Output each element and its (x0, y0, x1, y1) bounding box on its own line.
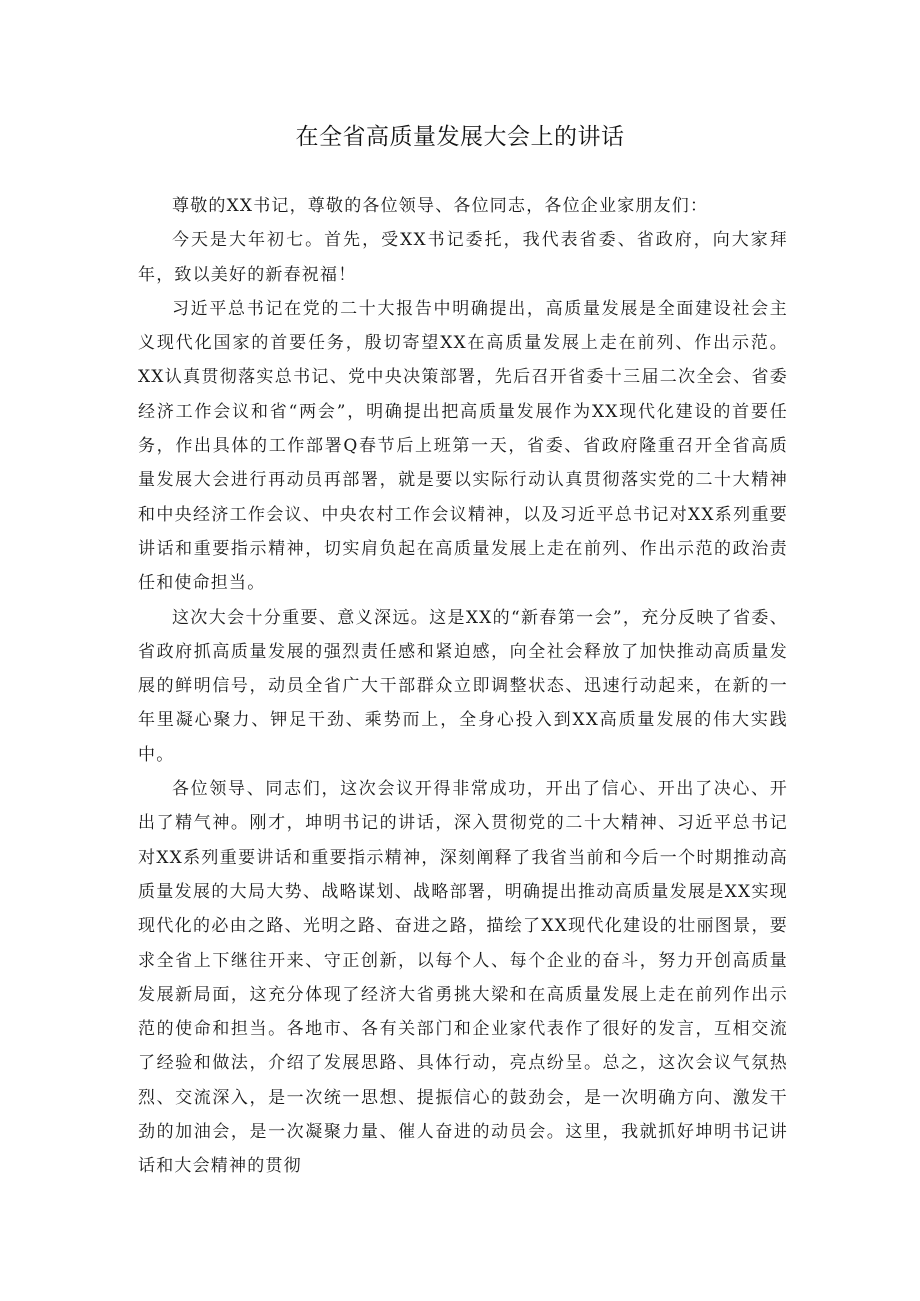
document-title: 在全省高质量发展大会上的讲话 (295, 124, 625, 150)
body-paragraph: 这次大会十分重要、意义深远。这是XX的“新春第一会”，充分反映了省委、省政府抓高质量发展的强烈责任感和紧迫感，向全社会释放了加快推动高质量发展的鲜明信号，动员全省广大干部群众立即调整状态、迅速行动起来，在新的一年里凝心聚力、钾足干劲、乘势而上，全身心投入到XX高质量发展的伟大实践中。 (138, 607, 788, 765)
salutation-paragraph: 尊敬的XX书记，尊敬的各位领导、各位同志，各位企业家朋友们： (172, 196, 709, 216)
body-paragraph: 各位领导、同志们，这次会议开得非常成功，开出了信心、开出了决心、开出了精气神。刚才，坤明书记的讲话，深入贯彻党的二十大精神、习近平总书记对XX系列重要讲话和重要指示精神，深刻阐释了我省当前和今后一个时期推动高质量发展的大局大势、战略谋划、战略部署，明确提出推动高质量发展是XX实现现代化的必由之路、光明之路、奋进之路，描绘了XX现代化建设的壮丽图景，要求全省上下继往开来、守正创新，以每个人、每个企业的奋斗，努力开创高质量发展新局面，这充分体现了经济大省勇挑大梁和在高质量发展上走在前列作出示范的使命和担当。各地市、各有关部门和企业家代表作了很好的发言，互相交流了经验和做法，介绍了发展思路、具体行动，亮点纷呈。总之，这次会议气氛热烈、交流深入，是一次统一思想、提振信心的鼓劲会，是一次明确方向、激发干劲的加油会，是一次凝聚力量、催人奋进的动员会。这里，我就抓好坤明书记讲话和大会精神的贯彻 (138, 779, 788, 1177)
document-body (138, 189, 788, 1184)
greeting-paragraph: 今天是大年初七。首先，受XX书记委托，我代表省委、省政府，向大家拜年，致以美好的新春祝福！ (138, 230, 788, 285)
body-paragraph: 习近平总书记在党的二十大报告中明确提出，高质量发展是全面建设社会主义现代化国家的首要任务，殷切寄望XX在高质量发展上走在前列、作出示范。XX认真贯彻落实总书记、党中央决策部署，先后召开省委十三届二次全会、省委经济工作会议和省“两会”，明确提出把高质量发展作为XX现代化建设的首要任务，作出具体的工作部署Q春节后上班第一天，省委、省政府隆重召开全省高质量发展大会进行再动员再部署，就是要以实际行动认真贯彻落实党的二十大精神和中央经济工作会议、中央农村工作会议精神，以及习近平总书记对XX系列重要讲话和重要指示精神，切实肩负起在高质量发展上走在前列、作出示范的政治责任和使命担当。 (138, 298, 788, 594)
